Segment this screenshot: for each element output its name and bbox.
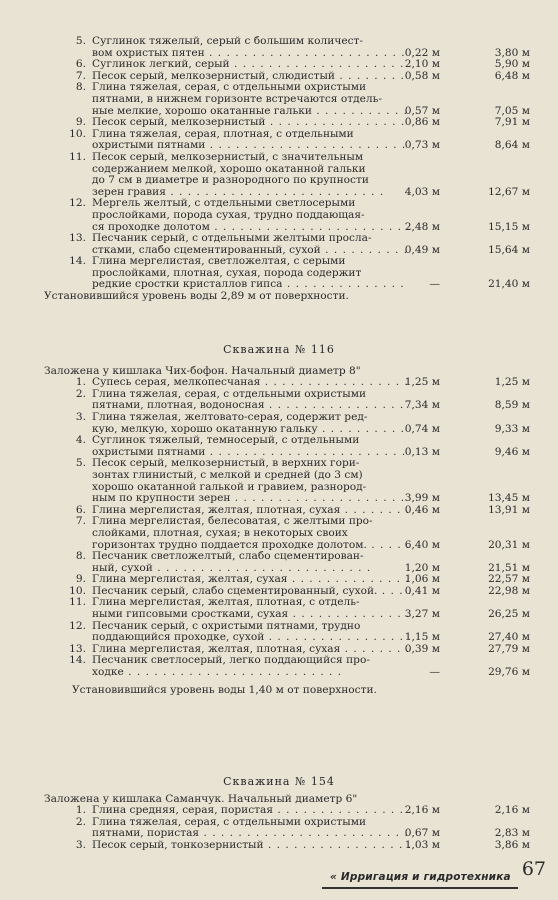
layer-description: Песок серый, тонкозернистый . . . [92, 840, 410, 852]
layer-thickness: 0,73 м [404, 139, 440, 152]
borehole-log-continued [0, 36, 558, 303]
layer-description: Супесь серая, мелкопесчаная . . . [92, 377, 410, 389]
layer-thickness: 0,86 м [404, 116, 440, 129]
layer-depth: 3,80 м [494, 46, 530, 59]
layer-thickness: 0,41 м [404, 584, 440, 597]
layer-depth: 27,40 м [488, 631, 530, 644]
layer-depth: 21,40 м [488, 278, 530, 291]
layer-row [0, 82, 558, 117]
layer-row [0, 655, 558, 678]
layer-depth: 3,86 м [494, 838, 530, 851]
layer-row [0, 198, 558, 233]
layer-thickness: 2,10 м [404, 58, 440, 71]
layer-number: 10. [69, 127, 86, 140]
layer-number: 1. [75, 376, 86, 389]
layer-row [0, 233, 558, 256]
layer-depth: 15,15 м [488, 220, 530, 233]
layer-row [0, 256, 558, 291]
layer-thickness: 0,74 м [404, 422, 440, 435]
layer-number: 2. [75, 387, 86, 400]
layer-row [0, 458, 558, 504]
layer-description: пятнами, плотная, водоносная . . . [92, 400, 410, 412]
layer-description: Песчаник светложелтый, слабо сцементирован- [92, 551, 364, 563]
layer-depth: 8,64 м [494, 139, 530, 152]
layer-depth: 8,59 м [494, 399, 530, 412]
layer-description: пятнами, в нижнем горизонте встречаются отдель- [92, 93, 382, 105]
layer-thickness: 4,03 м [404, 185, 440, 198]
layer-thickness: 1,20 м [404, 561, 440, 574]
layer-thickness: 1,25 м [404, 376, 440, 389]
layer-depth: 9,33 м [494, 422, 530, 435]
layer-description: редкие сростки кристаллов гипса . . . [92, 279, 410, 291]
layer-thickness: 2,16 м [404, 804, 440, 817]
layer-description: Песок серый, мелкозернистый, в верхних гори- [92, 458, 360, 470]
layer-number: 14. [69, 255, 86, 268]
layer-description: поддающийся проходке, сухой . . . [92, 632, 410, 644]
layer-row [0, 597, 558, 620]
layer-depth: 2,16 м [494, 804, 530, 817]
layer-description: прослойками, плотная, сухая, порода содержит [92, 267, 362, 279]
layer-thickness: 0,22 м [404, 46, 440, 59]
borehole-heading: Скважина № 116 [223, 343, 335, 356]
layer-row [0, 621, 558, 644]
water-level-note: Установившийся уровень воды 1,40 м от поверхности. [72, 683, 377, 696]
layer-number: 5. [75, 457, 86, 470]
layer-row [0, 551, 558, 574]
layer-row [0, 516, 558, 551]
layer-number: 13. [69, 232, 86, 245]
layer-description: ный, сухой . . . [92, 563, 410, 575]
layer-description: Глина средняя, серая, пористая . . . [92, 805, 410, 817]
layer-number: 7. [75, 69, 86, 82]
layer-thickness: 0,57 м [404, 104, 440, 117]
layer-number: 9. [75, 573, 86, 586]
layer-description: Мергель желтый, с отдельными светлосерыми [92, 198, 356, 210]
layer-description: Суглинок тяжелый, серый с большим количест- [92, 36, 363, 47]
layer-description: содержанием мелкой, хорошо окатанной гальки [92, 163, 366, 175]
layer-thickness: 0,49 м [404, 243, 440, 256]
layer-number: 11. [69, 150, 86, 163]
layer-description: охристыми пятнами . . . [92, 140, 410, 152]
layer-description: Глина мергелистая, желтая, плотная, сухая . . . [92, 644, 410, 656]
layer-thickness: — [429, 278, 440, 291]
layer-depth: 1,25 м [494, 376, 530, 389]
layer-thickness: 3,27 м [404, 608, 440, 621]
layer-number: 4. [75, 434, 86, 447]
layer-description: прослойками, порода сухая, трудно поддающая- [92, 209, 365, 221]
layer-description: Глина мергелистая, желтая, плотная, с отдель- [92, 597, 360, 609]
layer-description: зонтах глинистый, с мелкой и средней (до 3 см) [92, 469, 363, 481]
layer-description: Глина тяжелая, серая, с отдельными охристыми [92, 82, 366, 94]
layer-depth: 13,91 м [488, 503, 530, 516]
layer-thickness: 0,39 м [404, 642, 440, 655]
layer-thickness: 1,06 м [404, 573, 440, 586]
layer-thickness: 0,13 м [404, 445, 440, 458]
layer-depth: 5,90 м [494, 58, 530, 71]
layer-number: 12. [69, 197, 86, 210]
layer-description: Глина тяжелая, серая, плотная, с отдельными [92, 128, 354, 140]
layer-number: 5. [75, 35, 86, 47]
layer-number: 9. [75, 116, 86, 129]
layer-description: Песчаник светлосерый, легко поддающийся про- [92, 655, 370, 667]
layer-thickness: 1,15 м [404, 631, 440, 644]
layer-depth: 22,98 м [488, 584, 530, 597]
layer-description: Глина мергелистая, белесоватая, с желтыми про- [92, 516, 373, 528]
layer-description: охристыми пятнами . . . [92, 447, 410, 459]
layer-row [0, 36, 558, 59]
layer-description: Суглинок тяжелый, темносерый, с отдельными [92, 435, 360, 447]
layer-number: 14. [69, 654, 86, 667]
layer-description: Песчаник серый, с охристыми пятнами, трудно [92, 620, 361, 632]
layer-thickness: 0,58 м [404, 69, 440, 82]
layer-description: горизонтах трудно поддается проходке долотом. . . . [92, 540, 410, 552]
layer-description: кую, мелкую, хорошо окатанную гальку . . . [92, 424, 410, 436]
layer-depth: 22,57 м [488, 573, 530, 586]
layer-thickness: 7,34 м [404, 399, 440, 412]
borehole-154 [0, 776, 558, 852]
layer-description: ходке . . . [92, 667, 410, 679]
layer-number: 3. [75, 838, 86, 851]
layer-number: 13. [69, 642, 86, 655]
layer-number: 6. [75, 503, 86, 516]
layer-number: 2. [75, 815, 86, 828]
page-number: 67 [521, 858, 546, 880]
layer-depth: 13,45 м [488, 492, 530, 505]
layer-description: Глина тяжелая, серая, с отдельными охристыми [92, 388, 366, 400]
layer-description: Глина мергелистая, светложелтая, с серыми [92, 256, 346, 268]
layer-description: Суглинок легкий, серый . . . [92, 59, 410, 71]
layer-row [0, 152, 558, 198]
layer-row [0, 129, 558, 152]
layer-description: Песчаник серый, с отдельными желтыми просла- [92, 233, 372, 245]
layer-thickness: 0,46 м [404, 503, 440, 516]
layer-description: ным по крупности зерен . . . [92, 493, 410, 505]
layer-number: 11. [69, 596, 86, 609]
layer-depth: 26,25 м [488, 608, 530, 621]
layer-number: 8. [75, 550, 86, 563]
layer-depth: 7,91 м [494, 116, 530, 129]
running-title: « Ирригация и гидротехника [330, 871, 511, 883]
layer-depth: 12,67 м [488, 185, 530, 198]
layer-thickness: 0,67 м [404, 827, 440, 840]
layer-description: Песок серый, мелкозернистый, слюдистый . . . [92, 71, 410, 83]
layer-depth: 6,48 м [494, 69, 530, 82]
layer-depth: 7,05 м [494, 104, 530, 117]
layer-description: Глина тяжелая, серая, с отдельными охристыми [92, 816, 366, 828]
layer-number: 12. [69, 619, 86, 632]
layer-row [0, 817, 558, 840]
layer-row [0, 389, 558, 412]
layer-description: вом охристых пятен . . . [92, 48, 410, 60]
layer-number: 7. [75, 515, 86, 528]
layer-description: Песок серый, мелкозернистый, с значительным [92, 151, 364, 163]
layer-description: ными гипсовыми сростками, сухая . . . [92, 609, 410, 621]
layer-description: стками, слабо сцементированный, сухой . . . [92, 245, 410, 257]
water-level-note: Установившийся уровень воды 2,89 м от поверхности. [44, 290, 349, 303]
layer-description: ные мелкие, хорошо окатанные гальки . . . [92, 106, 410, 118]
layer-number: 3. [75, 410, 86, 423]
layer-thickness: 3,99 м [404, 492, 440, 505]
layer-thickness: 6,40 м [404, 538, 440, 551]
layer-row [0, 412, 558, 435]
layer-thickness: 1,03 м [404, 838, 440, 851]
layer-thickness: — [429, 666, 440, 679]
footer-rule [322, 887, 518, 889]
borehole-intro: Заложена у кишлака Чих-бофон. Начальный диаметр 8" [44, 364, 361, 377]
layer-description: зерен гравия . . . [92, 187, 410, 199]
layer-row [0, 435, 558, 458]
layer-description: ся проходке долотом . . . [92, 222, 410, 234]
layer-number: 1. [75, 804, 86, 817]
layer-description: Глина мергелистая, желтая, плотная, сухая . . . [92, 505, 410, 517]
layer-row [0, 117, 558, 129]
borehole-intro: Заложена у кишлака Саманчук. Начальный диаметр 6" [44, 792, 358, 805]
layer-thickness: 2,48 м [404, 220, 440, 233]
layer-description: пятнами, пористая . . . [92, 828, 410, 840]
layer-number: 8. [75, 81, 86, 94]
borehole-heading: Скважина № 154 [223, 775, 335, 788]
layer-depth: 15,64 м [488, 243, 530, 256]
borehole-116 [0, 344, 558, 696]
layer-depth: 29,76 м [488, 666, 530, 679]
layer-depth: 21,51 м [488, 561, 530, 574]
layer-number: 10. [69, 584, 86, 597]
layer-list [0, 805, 558, 851]
layer-description: слойками, плотная, сухая; в некоторых своих [92, 527, 348, 539]
layer-description: Песок серый, мелкозернистый . . . [92, 117, 410, 129]
layer-description: до 7 см в диаметре и разнородного по крупности [92, 175, 369, 187]
layer-depth: 9,46 м [494, 445, 530, 458]
layer-number: 6. [75, 58, 86, 71]
layer-list [0, 377, 558, 678]
layer-description: хорошо окатанной галькой и гравием, разнород- [92, 481, 367, 493]
layer-description: Глина тяжелая, желтовато-серая, содержит ред- [92, 411, 368, 423]
layer-row [0, 840, 558, 852]
layer-depth: 20,31 м [488, 538, 530, 551]
layer-depth: 2,83 м [494, 827, 530, 840]
layer-depth: 27,79 м [488, 642, 530, 655]
layer-description: Песчаник серый, слабо сцементированный, сухой. . . . [92, 586, 410, 598]
layer-description: Глина мергелистая, желтая, сухая . . . [92, 574, 410, 586]
